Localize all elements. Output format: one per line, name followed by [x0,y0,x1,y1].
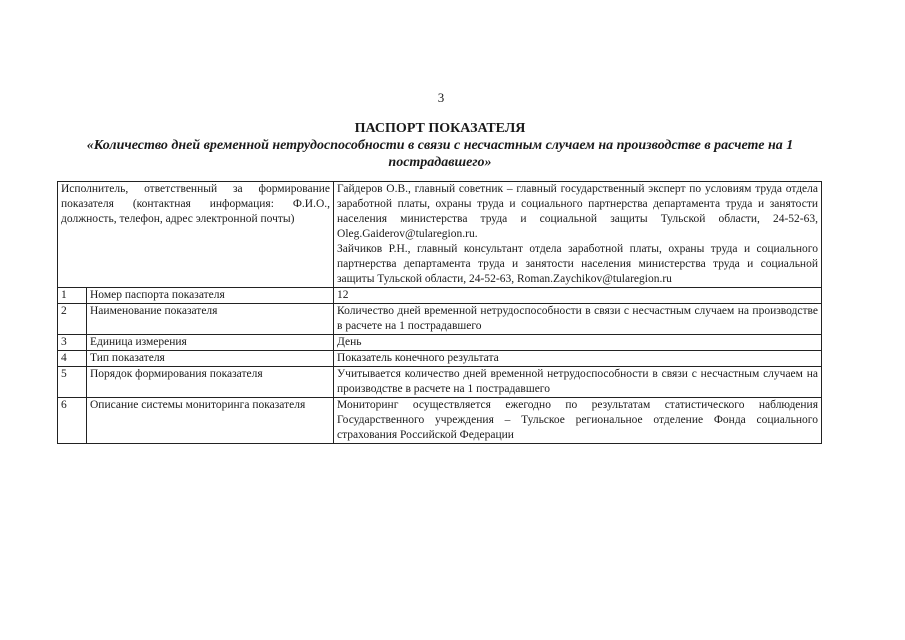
row-label: Описание системы мониторинга показателя [87,398,334,444]
row-number: 3 [58,335,87,351]
row-value: Учитывается количество дней временной нетрудоспособности в связи с несчастным случаем на производстве в расчете на 1 пострадавшего [334,367,822,398]
row-label: Порядок формирования показателя [87,367,334,398]
executor-label: Исполнитель, ответственный за формирование показателя (контактная информация: Ф.И.О., должность, телефон, адрес электронной почты) [58,182,334,288]
page-number: 3 [437,90,445,105]
row-value: Мониторинг осуществляется ежегодно по результатам статистического наблюдения Государственного учреждения – Тульское региональное отделение Фонда социального страхования Российской Федерации [334,398,822,444]
row-value: Количество дней временной нетрудоспособности в связи с несчастным случаем на производстве в расчете на 1 пострадавшего [334,304,822,335]
row-value: День [334,335,822,351]
row-label: Наименование показателя [87,304,334,335]
row-number: 2 [58,304,87,335]
executor-value [334,182,822,288]
row-label: Номер паспорта показателя [87,288,334,304]
title-indicator-name: «Количество дней временной нетрудоспособности в связи с несчастным случаем на производстве в расчете на 1 пострадавшего» [86,138,794,170]
row-value: Показатель конечного результата [334,351,822,367]
row-number: 5 [58,367,87,398]
executor-contact-2: Зайчиков Р.Н., главный консультант отдела заработной платы, охраны труда и социального партнерства департамента труда и занятости населения министерства труда и социальной защиты Тульской области, 24-52-63, Roman.Zaychikov@tularegion.ru [337,243,818,285]
table-row [58,304,822,335]
table-row [58,288,822,304]
row-value: 12 [334,288,822,304]
indicator-passport-table [57,181,822,444]
executor-contact-1: Гайдеров О.В., главный советник – главный государственный эксперт по условиям труда отдела заработной платы, охраны труда и социального партнерства департамента труда и занятости населения министерства труда и социальной защиты Тульской области, 24-52-63, Oleg.Gaiderov@tularegion.ru. [337,183,818,240]
title-heading: ПАСПОРТ ПОКАЗАТЕЛЯ [354,121,526,136]
table-row [58,351,822,367]
row-number: 6 [58,398,87,444]
table-row-executor [58,182,822,288]
table-row [58,335,822,351]
table-row [58,367,822,398]
row-number: 1 [58,288,87,304]
document-title [60,120,820,171]
row-label: Единица измерения [87,335,334,351]
row-number: 4 [58,351,87,367]
row-label: Тип показателя [87,351,334,367]
table-row [58,398,822,444]
